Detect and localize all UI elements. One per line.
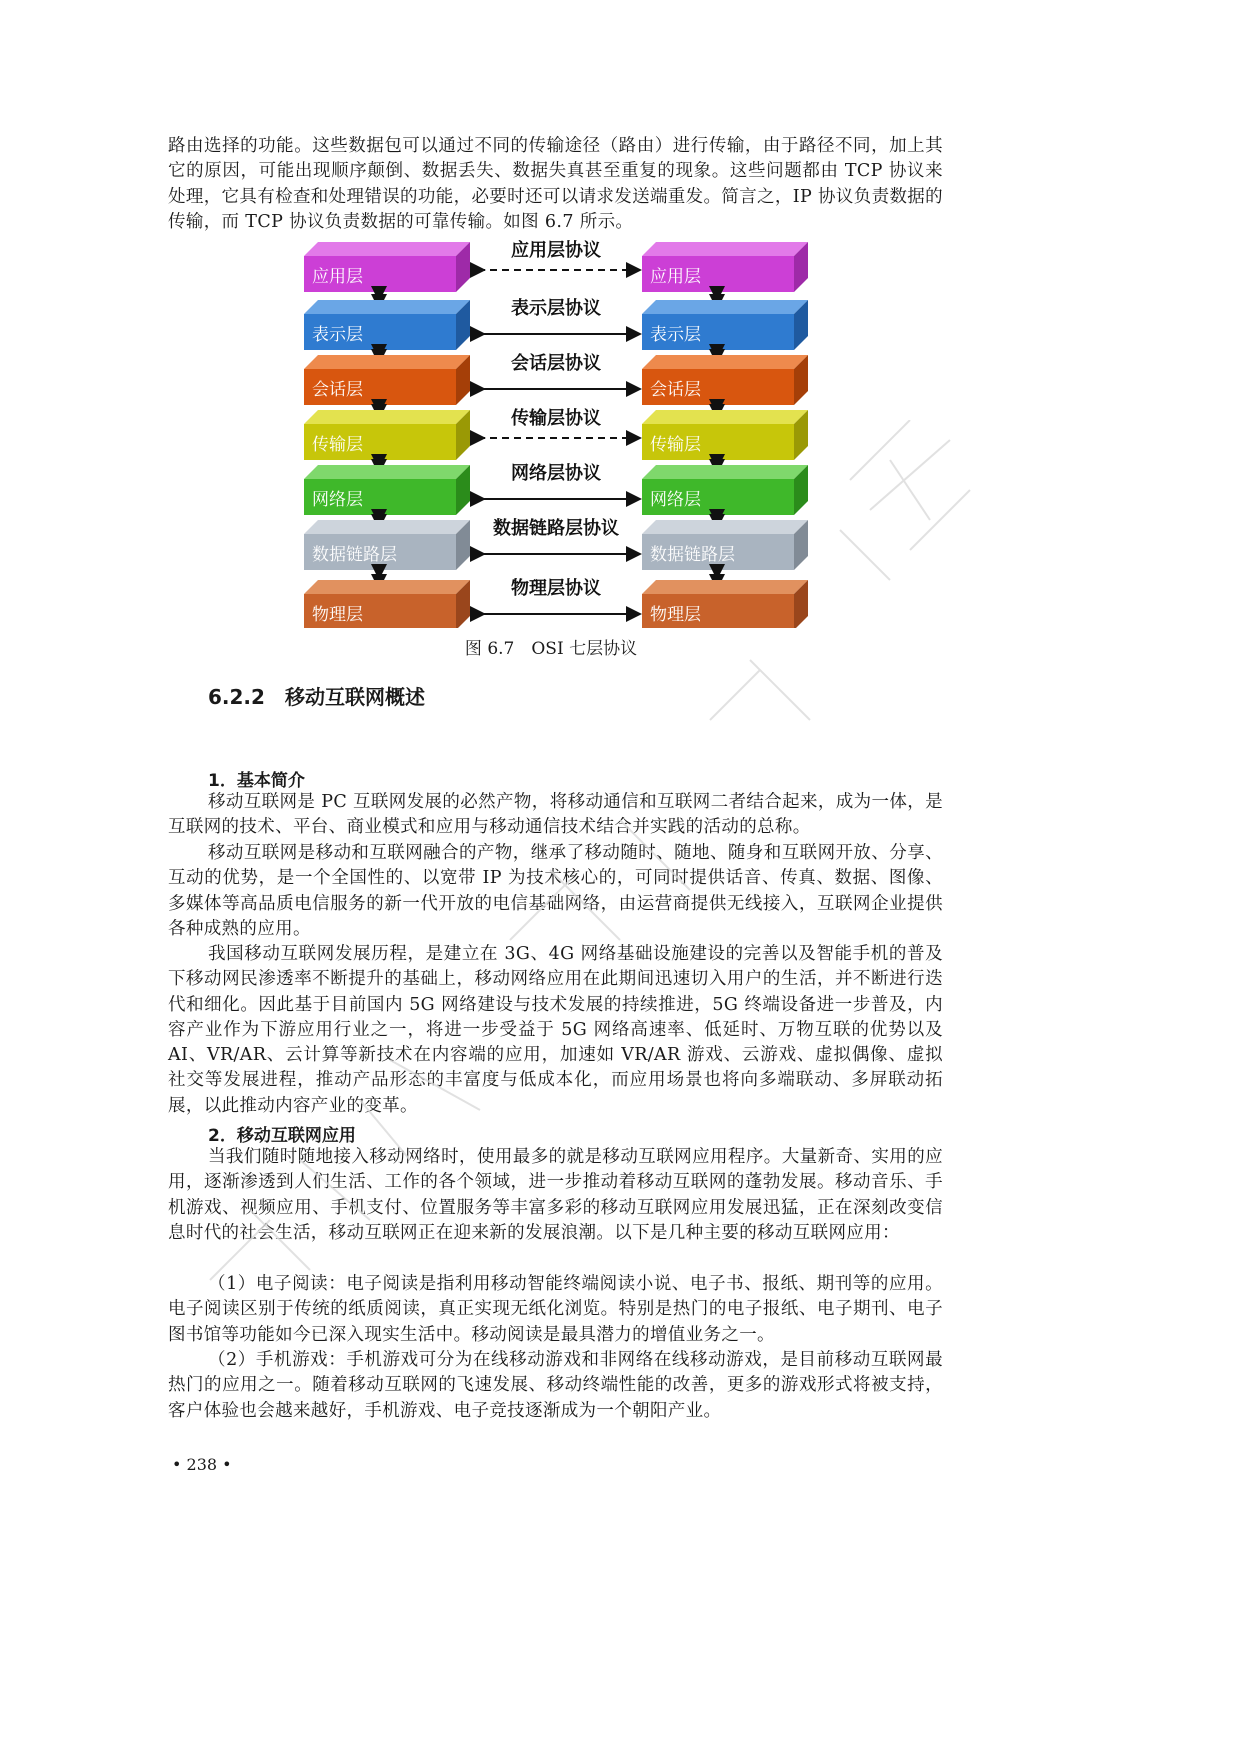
layer-label: 会话层 [650,380,701,400]
layer-label: 网络层 [312,490,363,510]
layer-label: 表示层 [312,325,363,345]
paragraph-6: （2）手机游戏：手机游戏可分为在线移动游戏和非网络在线移动游戏，是目前移动互联网最热门的应用之一。随着移动互联网的飞速发展、移动终端性能的改善，更多的游戏形式将被支持，客户体验也会越来越好，手机游戏、电子竞技逐渐成为一个朝阳产业。 [168,1350,943,1421]
protocol-label: 传输层协议 [511,408,601,429]
osi-layer-box [642,520,808,570]
osi-layer-box [642,465,808,515]
osi-layer-box [304,465,470,515]
protocol-label: 表示层协议 [511,298,601,319]
osi-layer-box [642,580,808,628]
paragraph-4: 当我们随时随地接入移动网络时，使用最多的就是移动互联网应用程序。大量新奇、实用的应用，逐渐渗透到人们生活、工作的各个领域，进一步推动着移动互联网的蓬勃发展。移动音乐、手机游戏、视频应用、手机支付、位置服务等丰富多彩的移动互联网应用发展迅猛，正在深刻改变信息时代的社会生活，移动互联网正在迎来新的发展浪潮。以下是几种主要的移动互联网应用： [168,1147,943,1243]
paragraph-2: 移动互联网是移动和互联网融合的产物，继承了移动随时、随地、随身和互联网开放、分享、互动的优势，是一个全国性的、以宽带 IP 为技术核心的，可同时提供话音、传真、数据、图像、多媒体等高品质电信服务的新一代开放的电信基础网络，由运营商提供无线接入，互联网企业提供各种成熟的应用。 [168,843,943,939]
layer-label: 应用层 [650,267,701,287]
osi-layer-box [642,355,808,405]
osi-layer-box [642,300,808,350]
layer-label: 传输层 [650,435,701,455]
protocol-label: 网络层协议 [511,463,601,484]
layer-label: 物理层 [312,605,363,625]
intro-paragraph: 路由选择的功能。这些数据包可以通过不同的传输途径（路由）进行传输，由于路径不同，加上其它的原因，可能出现顺序颠倒、数据丢失、数据失真甚至重复的现象。这些问题都由 TCP 协议来处理，它具有检查和处理错误的功能，必要时还可以请求发送端重发。简言之，IP 协议负责数据的传输，而 TCP 协议负责数据的可靠传输。如图 6.7 所示。 [168,136,943,232]
osi-layer-box [304,355,470,405]
osi-layer-box [304,410,470,460]
paragraph-5: （1）电子阅读：电子阅读是指利用移动智能终端阅读小说、电子书、报纸、期刊等的应用。电子阅读区别于传统的纸质阅读，真正实现无纸化浏览。特别是热门的电子报纸、电子期刊、电子图书馆等功能如今已深入现实生活中。移动阅读是最具潜力的增值业务之一。 [168,1274,943,1345]
paragraph-1: 移动互联网是 PC 互联网发展的必然产物，将移动通信和互联网二者结合起来，成为一体，是互联网的技术、平台、商业模式和应用与移动通信技术结合并实践的活动的总称。 [168,792,943,838]
protocol-label: 数据链路层协议 [493,518,619,539]
page-number: • 238 • [172,1455,232,1474]
osi-layer-box [304,242,470,292]
subsection-heading-basic: 1．基本简介 [208,771,305,791]
layer-label: 传输层 [312,435,363,455]
subsection-heading-apps: 2．移动互联网应用 [208,1126,356,1146]
section-heading: 6.2.2 移动互联网概述 [208,685,425,709]
layer-label: 物理层 [650,605,701,625]
figure-caption: 图 6.7 OSI 七层协议 [464,639,638,659]
protocol-label: 物理层协议 [511,578,601,599]
osi-layer-box [642,242,808,292]
osi-layer-box [304,520,470,570]
layer-label: 会话层 [312,380,363,400]
layer-label: 应用层 [312,267,363,287]
osi-layer-box [642,410,808,460]
protocol-label: 会话层协议 [511,353,601,374]
layer-label: 表示层 [650,325,701,345]
layer-label: 数据链路层 [650,545,735,565]
protocol-label: 应用层协议 [511,240,601,261]
osi-layer-box [304,300,470,350]
osi-layer-box [304,580,470,628]
layer-label: 网络层 [650,490,701,510]
osi-diagram [300,236,812,628]
paragraph-3: 我国移动互联网发展历程，是建立在 3G、4G 网络基础设施建设的完善以及智能手机的普及下移动网民渗透率不断提升的基础上，移动网络应用在此期间迅速切入用户的生活，并不断进行迭代和细化。因此基于目前国内 5G 网络建设与技术发展的持续推进，5G 终端设备进一步普及，内容产业作为下游应用行业之一，将进一步受益于 5G 网络高速率、低延时、万物互联的优势以及 AI、VR/AR、云计算等新技术在内容端的应用，加速如 VR/AR 游戏、云游戏、虚拟偶像、虚拟社交等发展进程，推动产品形态的丰富度与低成本化，而应用场景也将向多端联动、多屏联动拓展，以此推动内容产业的变革。 [168,944,943,1116]
layer-label: 数据链路层 [312,545,397,565]
